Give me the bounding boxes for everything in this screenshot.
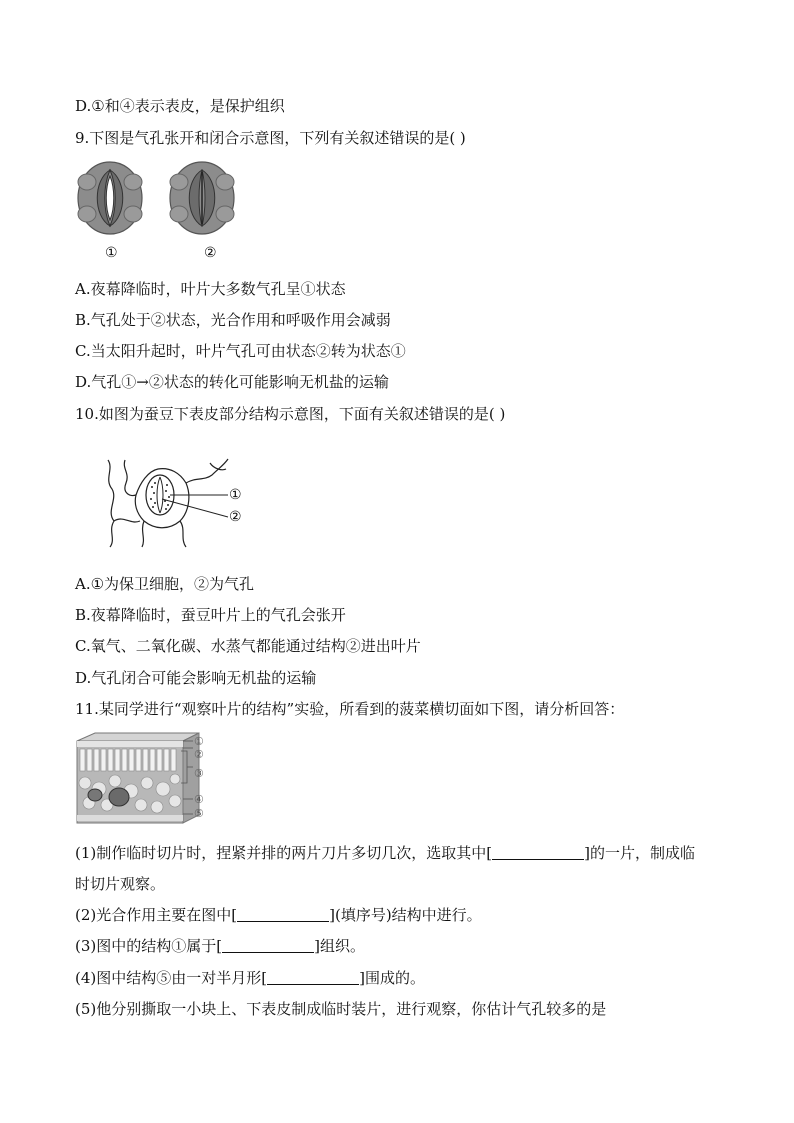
epidermis-diagram (100, 455, 250, 550)
stoma-closed-label: ② (204, 245, 217, 261)
q11-part2-prefix: (2)光合作用主要在图中[ (75, 906, 238, 924)
structure-label-1: ① (229, 487, 242, 503)
leaf-label-5: ⑤ (194, 807, 204, 820)
q11-part1-suffix: ]的一片，制成临 (584, 844, 695, 862)
q11-part2 (75, 905, 482, 925)
option-c-q10: C.氧气、二氧化碳、水蒸气都能通过结构②进出叶片 (75, 637, 421, 655)
q11-part3-prefix: (3)图中的结构①属于[ (75, 937, 223, 955)
q11-part1-prefix: (1)制作临时切片时，捏紧并排的两片刀片多切几次，选取其中[ (75, 844, 493, 862)
option-b-q10: B.夜幕降临时，蚕豆叶片上的气孔会张开 (75, 606, 346, 624)
stomata-diagram (75, 160, 235, 242)
q11-part4 (75, 968, 425, 988)
answer-blank-2[interactable] (237, 907, 329, 922)
q11-part5: (5)他分别撕取一小块上、下表皮制成临时装片，进行观察，你估计气孔较多的是 (75, 1000, 607, 1018)
question-10: 10.如图为蚕豆下表皮部分结构示意图，下面有关叙述错误的是( ) (75, 405, 506, 423)
option-b-q9: B.气孔处于②状态，光合作用和呼吸作用会减弱 (75, 311, 391, 329)
option-a-q10: A.①为保卫细胞，②为气孔 (75, 575, 255, 593)
stoma-closed-drawing (170, 162, 234, 234)
answer-blank-3[interactable] (222, 938, 314, 953)
q11-part1-line1 (75, 843, 695, 863)
option-a-q9: A.夜幕降临时，叶片大多数气孔呈①状态 (75, 280, 346, 298)
q11-part4-prefix: (4)图中结构⑤由一对半月形[ (75, 969, 268, 987)
q11-part1-line2: 时切片观察。 (75, 875, 166, 893)
structure-label-2: ② (229, 509, 242, 525)
leaf-label-1: ① (194, 735, 204, 748)
option-d-q8: D.①和④表示表皮，是保护组织 (75, 97, 285, 115)
answer-blank-4[interactable] (267, 970, 359, 985)
q11-part3 (75, 936, 365, 956)
leaf-cross-section-diagram (75, 731, 230, 826)
q11-part3-suffix: ]组织。 (314, 937, 365, 955)
option-c-q9: C.当太阳升起时，叶片气孔可由状态②转为状态① (75, 342, 406, 360)
q11-part4-suffix: ]围成的。 (359, 969, 425, 987)
question-9: 9.下图是气孔张开和闭合示意图，下列有关叙述错误的是( ) (75, 129, 466, 147)
leaf-label-4: ④ (194, 793, 204, 806)
option-d-q9: D.气孔①→②状态的转化可能影响无机盐的运输 (75, 373, 389, 391)
option-d-q10: D.气孔闭合可能会影响无机盐的运输 (75, 669, 317, 687)
question-11: 11.某同学进行“观察叶片的结构”实验，所看到的菠菜横切面如下图，请分析回答： (75, 700, 625, 718)
leaf-label-3: ③ (194, 767, 204, 780)
stoma-open-label: ① (105, 245, 118, 261)
guard-cells-drawing (146, 475, 174, 515)
leaf-label-2: ② (194, 748, 204, 761)
q11-part2-suffix: ](填序号)结构中进行。 (329, 906, 482, 924)
stoma-open-drawing (78, 162, 142, 234)
answer-blank-1[interactable] (492, 845, 584, 860)
